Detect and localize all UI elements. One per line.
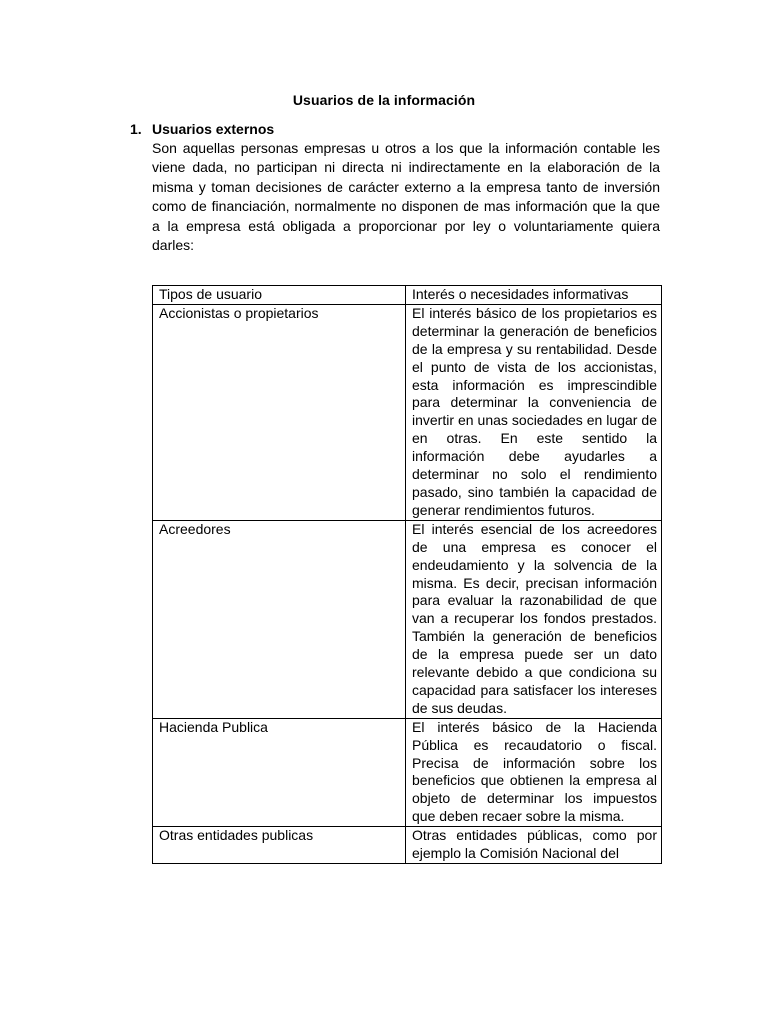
table-row [153, 718, 662, 826]
user-type-cell: Otras entidades publicas [153, 827, 406, 864]
section-number: 1. [130, 121, 142, 137]
table-row [153, 520, 662, 718]
user-type-cell: Hacienda Publica [153, 718, 406, 826]
table-row [153, 827, 662, 864]
table-header-row [153, 286, 662, 305]
document-title: Usuarios de la información [292, 92, 476, 108]
header-information-needs: Interés o necesidades informativas [406, 286, 662, 305]
interest-cell: El interés básico de los propietarios es determinar la generación de beneficios de la empresa y su rentabilidad. Desde el punto de vista de los accionistas, esta información es imprescindible para determinar la conveniencia de invertir en unas sociedades en lugar de en otras. En este sentido la información debe ayudarles a determinar no solo el rendimiento pasado, sino también la capacidad de generar rendimientos futuros. [406, 304, 662, 520]
table-row [153, 304, 662, 520]
user-type-cell: Accionistas o propietarios [153, 304, 406, 520]
interest-cell: El interés esencial de los acreedores de una empresa es conocer el endeudamiento y la solvencia de la misma. Es decir, precisan información para evaluar la razonabilidad de que van a recuperar los fondos prestados. También la generación de beneficios de la empresa puede ser un dato relevante debido a que condiciona su capacidad para satisfacer los intereses de sus deudas. [406, 520, 662, 718]
header-user-type: Tipos de usuario [153, 286, 406, 305]
user-type-cell: Acreedores [153, 520, 406, 718]
interest-cell: Otras entidades públicas, como por ejemplo la Comisión Nacional del [406, 827, 662, 864]
users-table [152, 285, 662, 864]
section-paragraph: Son aquellas personas empresas u otros a los que la información contable les viene dada, no participan ni directa ni indirectamente en la elaboración de la misma y toman decisiones de carácter externo a la empresa tanto de inversión como de financiación, normalmente no disponen de mas información que la que a la empresa está obligada a proporcionar por ley o voluntariamente quiera darles: [152, 140, 660, 254]
interest-cell: El interés básico de la Hacienda Pública es recaudatorio o fiscal. Precisa de información sobre los beneficios que obtienen la empresa al objeto de determinar los impuestos que deben recaer sobre la misma. [406, 718, 662, 826]
section-heading-text: Usuarios externos [152, 121, 275, 137]
section-heading [130, 121, 274, 137]
